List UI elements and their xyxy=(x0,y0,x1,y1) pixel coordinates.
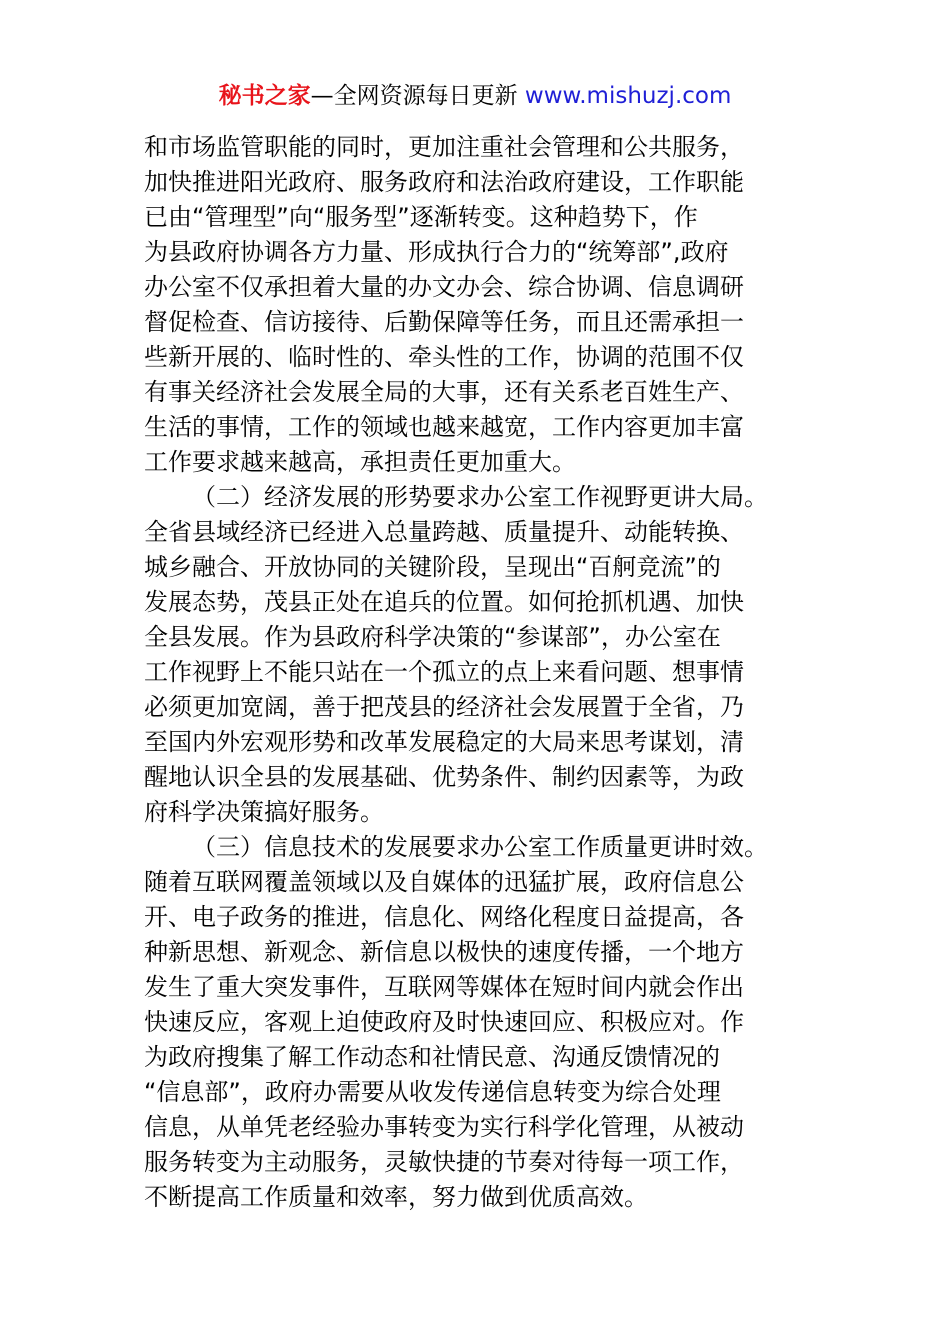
section-heading-2: （二）经济发展的形势要求办公室工作视野更讲大局。 xyxy=(192,483,768,511)
text-line: 工作要求越来越高，承担责任更加重大。 xyxy=(144,448,576,476)
text-line: 种新思想、新观念、新信息以极快的速度传播，一个地方 xyxy=(144,938,744,966)
text-line: 办公室不仅承担着大量的办文办会、综合协调、信息调研 xyxy=(144,273,744,301)
text-line: 服务转变为主动服务，灵敏快捷的节奏对待每一项工作， xyxy=(144,1148,744,1176)
site-brand: 秘书之家 xyxy=(218,83,311,109)
text-line: 全县发展。作为县政府科学决策的“参谋部”，办公室在 xyxy=(144,623,721,651)
text-line: 发展态势，茂县正处在追兵的位置。如何抢抓机遇、加快 xyxy=(144,588,744,616)
text-line: 加快推进阳光政府、服务政府和法治政府建设，工作职能 xyxy=(144,168,744,196)
text-line: 开、电子政务的推进，信息化、网络化程度日益提高，各 xyxy=(144,903,744,931)
text-line: 生活的事情，工作的领域也越来越宽，工作内容更加丰富 xyxy=(144,413,744,441)
text-line: 醒地认识全县的发展基础、优势条件、制约因素等，为政 xyxy=(144,763,744,791)
text-line: 必须更加宽阔，善于把茂县的经济社会发展置于全省，乃 xyxy=(144,693,744,721)
text-line: 工作视野上不能只站在一个孤立的点上来看问题、想事情 xyxy=(144,658,744,686)
text-line: 全省县域经济已经进入总量跨越、质量提升、动能转换、 xyxy=(144,518,744,546)
text-line: 督促检查、信访接待、后勤保障等任务，而且还需承担一 xyxy=(144,308,744,336)
text-line: 随着互联网覆盖领域以及自媒体的迅猛扩展，政府信息公 xyxy=(144,868,744,896)
text-line: 府科学决策搞好服务。 xyxy=(144,798,384,826)
site-tagline: —全网资源每日更新 xyxy=(310,83,525,109)
text-line: 快速反应，客观上迫使政府及时快速回应、积极应对。作 xyxy=(144,1008,744,1036)
text-line: 城乡融合、开放协同的关键阶段，呈现出“百舸竞流”的 xyxy=(144,553,721,581)
text-line: 有事关经济社会发展全局的大事，还有关系老百姓生产、 xyxy=(144,378,744,406)
text-line: 不断提高工作质量和效率，努力做到优质高效。 xyxy=(144,1183,648,1211)
text-line: 已由“管理型”向“服务型”逐渐转变。这种趋势下，作 xyxy=(144,203,698,231)
text-line: 和市场监管职能的同时，更加注重社会管理和公共服务， xyxy=(144,133,744,161)
text-line: 为政府搜集了解工作动态和社情民意、沟通反馈情况的 xyxy=(144,1043,720,1071)
site-header xyxy=(0,80,950,112)
text-line: “信息部”，政府办需要从收发传递信息转变为综合处理 xyxy=(144,1078,721,1106)
text-line: 为县政府协调各方力量、形成执行合力的“统筹部”,政府 xyxy=(144,238,729,266)
text-line: 至国内外宏观形势和改革发展稳定的大局来思考谋划，清 xyxy=(144,728,744,756)
text-line: 些新开展的、临时性的、牵头性的工作，协调的范围不仅 xyxy=(144,343,744,371)
section-heading-3: （三）信息技术的发展要求办公室工作质量更讲时效。 xyxy=(192,833,768,861)
document-body xyxy=(144,130,824,1215)
text-line: 信息，从单凭老经验办事转变为实行科学化管理，从被动 xyxy=(144,1113,744,1141)
site-url-link[interactable]: www.mishuzj.com xyxy=(524,83,732,109)
text-line: 发生了重大突发事件，互联网等媒体在短时间内就会作出 xyxy=(144,973,744,1001)
